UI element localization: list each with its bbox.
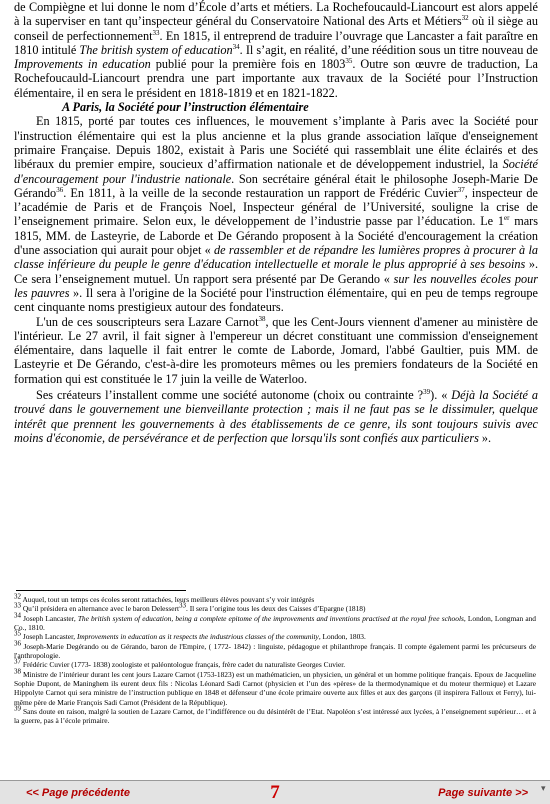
footnote-33: $^{33}$ Qu’il présidera en alternance avec le baron Delessert$^{33}$. Il sera l’origine tous les deux des Caisses d’Epargne (1818) — [14, 601, 366, 614]
paragraph-paris-society: En 1815, porté par toutes ces influences, le mouvement s’implante à Paris avec la Société pour l'instruction élémentaire qui est la plus ancienne et la plus grande association laïque d'enseignement primaire Française. Depuis 1802, existait à Paris une Société qui rassemblait une élite éclairés et des libéraux du premier empire, soucieux d’affirmation nationale et de développement industriel, la Société d'encouragement pour l'industrie nationale. Son secrétaire général était le philosophe Joseph-Marie De Gérando$^{36}$. En 1811, à la veille de la seconde restauration un rapport de Frédéric Cuvier$^{37}$, inspecteur de l’académie de Paris et de François Noel, Inspecteur général de l’Université, souligne la crise de l’enseignement primaire. Selon eux, le développement de l’industrie passe par l’éducation. Le 1er mars 1815, MM. de Lasteyrie, de Laborde et De Gérando proposent à la Société d'encouragement la création d'une association qui aurait pour objet « de rassembler et de répandre les lumières propres à procurer à la classe inférieure du peuple le genre d'éducation intellectuelle et morale le plus approprié à ses besoins ». Ce sera l’enseignement mutuel. Un rapport sera présenté par De Gerando « sur les nouvelles écoles pour les pauvres ». Il sera à l'origine de la Société pour l'instruction élémentaire, qui en peu de temps regroupe cent cinquante noms prestigieux autour des fondateurs. — [14, 114, 539, 315]
footnote-ref-32[interactable]: 32 — [461, 14, 469, 23]
page-navigation-bar — [0, 780, 550, 804]
next-page-link[interactable]: Page suivante >> — [438, 787, 528, 799]
footnote-ref-33[interactable]: 33 — [152, 28, 160, 37]
footnote-separator — [16, 590, 186, 591]
footnote-36: $^{36}$ Joseph-Marie Degérando ou de Gérando, baron de l'Empire, ( 1772- 1842) : linguiste, pédagogue et philanthrope français. Il compte également parmi les précurseurs de l'anthropologie. — [14, 639, 536, 661]
paragraph-carnot: L'un de ces souscripteurs sera Lazare Carnot$^{38}$, que les Cent-Jours viennent d'amener au ministère de l'intérieur. Le 27 avril, il fait signer à l'empereur un décret constituant une commission d'enseignement élémentaire, dans laquelle il fait entrer le comte de Laborde, Jomard, l'abbé Gaultier, puis MM. de Lasteyrie et De Gérando, c'est-à-dire les promoteurs mêmes ou les premiers fondateurs de la Société en formation qui est constituée le 17 juin la veille de Waterloo. — [14, 314, 538, 386]
footnote-ref-37[interactable]: 37 — [457, 185, 465, 194]
footnote-38: $^{38}$ Ministre de l’intérieur durant les cent jours Lazare Carnot (1753-1823) est un mathématicien, un physicien, un général et un homme politique français. Epoux de Jacqueline Sophie Dupont, de Maninghem ils eurent deux fils : Nicolas Léonard Sadi Carnot (physicien et l’un des «pères» de la thermodynamique et du moteur thermique) et Lazare Hippolyte Carnot qui sera ministre de l’instruction publique en 1848 et défenseur d’une école primaire ouverte aux filles et aux des garçons (il inspirera Falloux et Ferry), lui-même père de Marie François Sadi Carnot (Président de la République). — [14, 667, 536, 707]
previous-page-link[interactable]: << Page précédente — [26, 787, 130, 799]
footnote-ref-34[interactable]: 34 — [232, 42, 240, 51]
main-text — [14, 0, 538, 445]
footnote-ref-39[interactable]: 39 — [423, 387, 431, 396]
paragraph-autonomous-society: Ses créateurs l’installent comme une société autonome (choix ou contrainte ?$^{39}$). « Déjà la Société a trouvé dans le gouvernement une bienveillante protection ; mais il ne faut pas se le dissimuler, quelque intérêt que prennent les gouvernements à des établissements de ce genre, ils sont toujours suivis avec moins d'économie, de persévérance et de perfection que lorsqu'ils sont confiés aux particuliers ». — [14, 387, 538, 445]
footnote-39: $^{39}$ Sans doute en raison, malgré la soutien de Lazare Carnot, de l’indifférence ou du désintérêt de l’Etat. Napoléon s’est intéressé aux lycées, à l’enseignement supérieur… et à la guerre, pas à l’école primaire. — [14, 704, 536, 726]
footnote-37: $^{37}$ Frédéric Cuvier (1773- 1838) zoologiste et paléontologue français, frère cadet du naturaliste Georges Cuvier. — [14, 657, 346, 670]
section-subheading: A Paris, la Société pour l’instruction élémentaire — [62, 100, 309, 115]
footnotes — [14, 592, 536, 726]
footnote-32: $^{32}$ Auquel, tout un temps ces écoles seront rattachées, leurs meilleurs élèves pouvant s’y voir intégrés — [14, 592, 315, 604]
footnote-ref-35[interactable]: 35 — [345, 57, 353, 66]
scroll-down-icon[interactable]: ▾ — [541, 784, 546, 794]
footnote-ref-36[interactable]: 36 — [56, 185, 64, 194]
page-number: 7 — [270, 782, 280, 803]
paragraph-rochefoucauld: de Compiègne et lui donne le nom d’École d’arts et métiers. La Rochefoucauld-Liancourt est alors appelé à la superviser en tant qu’inspecteur général du Conservatoire National des Arts et Métiers$^{32}$ où il siège au conseil de perfectionnement$^{33}$. En 1815, il entreprend de traduire l’ouvrage que Lancaster a fait paraître en 1810 intitulé The british system of education$^{34}$. Il s’agit, en réalité, d’une réédition sous un titre nouveau de Improvements in education publié pour la première fois en 1803$^{35}$. Outre son œuvre de traduction, La Rochefoucauld-Liancourt prendra une part importante aux travaux de la Société pour l’Instruction élémentaire, il en sera le président en 1818-1819 et en 1821-1822. — [14, 0, 539, 100]
footnote-ref-38[interactable]: 38 — [258, 314, 266, 323]
footnote-35: $^{35}$ Joseph Lancaster, Improvements in education as it respects the industrious classes of the community, London, 1803. — [14, 629, 366, 642]
footnote-34: $^{34}$ Joseph Lancaster, The british system of education, being a complete epitome of the improvements and inventions practised at the royal free schools, London, Longman and Co., 1810. — [14, 611, 536, 633]
